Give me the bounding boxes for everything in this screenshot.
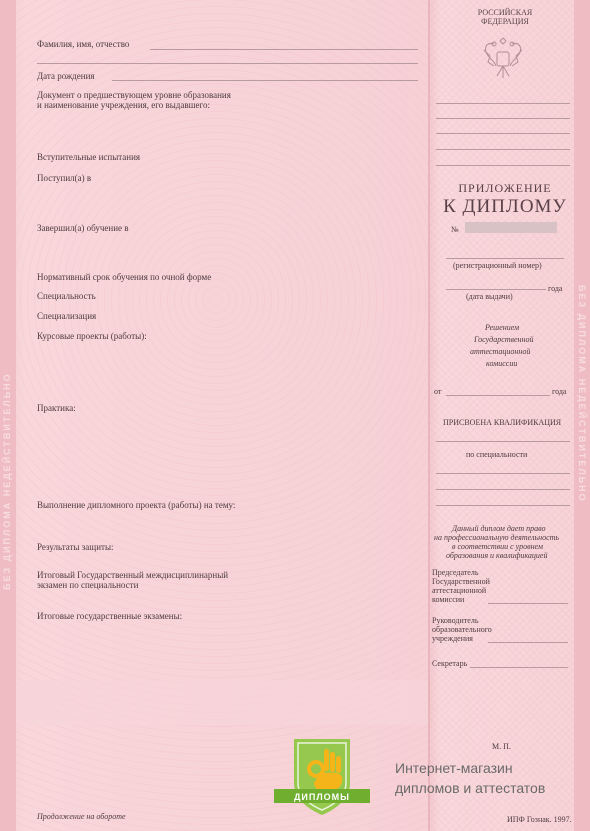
qualification-heading: ПРИСВОЕНА КВАЛИФИКАЦИЯ	[443, 418, 562, 427]
fio-line	[150, 49, 418, 50]
decision-line-1: Решением	[485, 323, 520, 332]
to-diploma-title: К ДИПЛОМУ	[443, 196, 567, 217]
entrance-label: Вступительные испытания	[37, 152, 141, 162]
right-line-2	[436, 118, 570, 119]
qualification-line	[436, 441, 570, 442]
stamp-place: М. П.	[492, 742, 511, 751]
rights-line-1: Данный диплом дает право	[452, 524, 546, 533]
head-signature-line	[488, 642, 568, 643]
year-word: года	[548, 284, 563, 293]
head-label-3: учреждения	[432, 634, 473, 643]
from-word: от	[434, 387, 442, 396]
decision-line-2: Государственной	[474, 335, 534, 344]
issue-date-caption: (дата выдачи)	[466, 292, 513, 301]
diplomas-shop-logo	[272, 735, 372, 821]
thesis-label: Выполнение дипломного проекта (работы) на тему:	[37, 500, 236, 510]
fio-label: Фамилия, имя, отчество	[37, 39, 130, 49]
finished-label: Завершил(а) обучение в	[37, 223, 129, 233]
decision-line-3: аттестационной	[470, 347, 531, 356]
specialty-line-3	[436, 505, 570, 506]
final-exam-label-2: экзамен по специальности	[37, 580, 139, 590]
right-line-5	[436, 165, 570, 166]
rights-line-4: образования и квалификацией	[446, 551, 548, 560]
coursework-label: Курсовые проекты (работы):	[37, 331, 147, 341]
dob-label: Дата рождения	[37, 71, 95, 81]
right-line-3	[436, 133, 570, 134]
by-specialty-label: по специальности	[466, 450, 528, 459]
country-heading-line-1: РОССИЙСКАЯ	[477, 8, 533, 17]
printer-imprint: ИПФ Гознак. 1997.	[507, 815, 572, 824]
guilloche-pattern-right	[430, 0, 574, 831]
secretary-label: Секретарь	[432, 659, 468, 668]
issue-date-line	[446, 289, 546, 290]
supplement-title: ПРИЛОЖЕНИЕ	[458, 181, 552, 195]
year-word-2: года	[552, 387, 567, 396]
bottom-blank-band	[16, 680, 428, 725]
rights-line-2: на профессиональную деятельность	[434, 533, 560, 542]
chair-label-2: Государственной	[432, 577, 490, 586]
chair-label-4: комиссии	[432, 595, 465, 604]
final-exam-label-1: Итоговый Государственный междисциплинарный	[37, 570, 229, 580]
right-line-4	[436, 149, 570, 150]
right-vertical-warning: БЕЗ ДИПЛОМА НЕДЕЙСТВИТЕЛЬНО	[577, 285, 587, 503]
admitted-label: Поступил(а) в	[37, 173, 92, 183]
dob-line	[112, 80, 418, 81]
page-divider	[428, 0, 430, 831]
head-label-1: Руководитель	[432, 616, 479, 625]
specialty-line-2	[436, 489, 570, 490]
chair-signature-line	[488, 603, 568, 604]
shop-caption	[395, 758, 545, 798]
left-vertical-warning: БЕЗ ДИПЛОМА НЕДЕЙСТВИТЕЛЬНО	[2, 372, 12, 590]
chair-label-1: Председатель	[432, 568, 479, 577]
fio-line-2	[37, 63, 418, 64]
norm-term-label: Нормативный срок обучения по очной форме	[37, 272, 212, 282]
state-exams-label: Итоговые государственные экзамены:	[37, 611, 183, 621]
secretary-signature-line	[470, 667, 568, 668]
specialty-line-1	[436, 473, 570, 474]
practice-label: Практика:	[37, 403, 76, 413]
logo-label: ДИПЛОМЫ	[294, 792, 350, 802]
reg-number-caption: (регистрационный номер)	[453, 261, 542, 270]
number-sign: №	[451, 225, 459, 234]
shop-caption-line-2: дипломов и аттестатов	[395, 780, 546, 796]
country-heading-line-2: ФЕДЕРАЦИЯ	[481, 17, 529, 26]
prev-doc-label-2: и наименование учреждения, его выдавшего:	[37, 100, 211, 110]
country-heading	[440, 8, 570, 26]
continued-note: Продолжение на обороте	[37, 812, 126, 821]
specialty-label: Специальность	[37, 291, 96, 301]
specialization-label: Специализация	[37, 311, 97, 321]
chair-label-3: аттестационной	[432, 586, 487, 595]
double-headed-eagle-icon	[480, 32, 526, 82]
shop-caption-line-1: Интернет-магазин	[395, 760, 513, 776]
rights-line-3: в соответствии с уровнем	[452, 542, 543, 551]
head-label-2: образовательного	[432, 625, 492, 634]
prev-doc-label-1: Документ о предшествующем уровне образования	[37, 90, 231, 100]
decision-date-line	[446, 395, 550, 396]
right-line-1	[436, 103, 570, 104]
decision-line-4: комиссии	[486, 359, 518, 368]
redacted-number	[465, 222, 557, 233]
defense-label: Результаты защиты:	[37, 542, 114, 552]
reg-number-line	[446, 258, 564, 259]
